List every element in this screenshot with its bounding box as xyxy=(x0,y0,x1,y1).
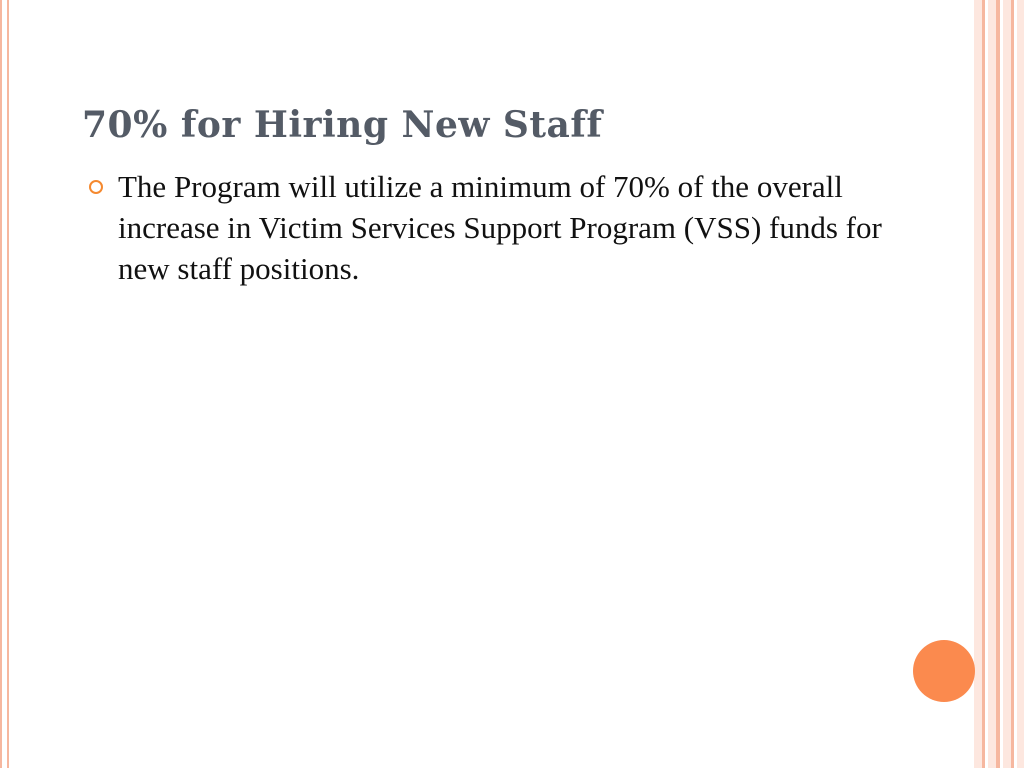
slide-title: 70% for Hiring New Staff xyxy=(82,104,603,146)
right-border-stripe xyxy=(996,0,1000,768)
left-border-line xyxy=(0,0,2,768)
orange-circle-decoration xyxy=(913,640,975,702)
right-border-stripe xyxy=(1011,0,1014,768)
right-border-stripe xyxy=(1003,0,1011,768)
hollow-circle-bullet-icon xyxy=(89,180,103,194)
bullet-item xyxy=(88,166,888,289)
right-border-stripe xyxy=(1017,0,1024,768)
bullet-list xyxy=(88,166,888,289)
right-border-stripe xyxy=(988,0,996,768)
right-border-stripe xyxy=(974,0,982,768)
left-border-line xyxy=(7,0,9,768)
bullet-text: The Program will utilize a minimum of 70% of the overall increase in Victim Services Support Program (VSS) funds for new staff positions. xyxy=(118,169,882,286)
right-border-stripe xyxy=(982,0,985,768)
